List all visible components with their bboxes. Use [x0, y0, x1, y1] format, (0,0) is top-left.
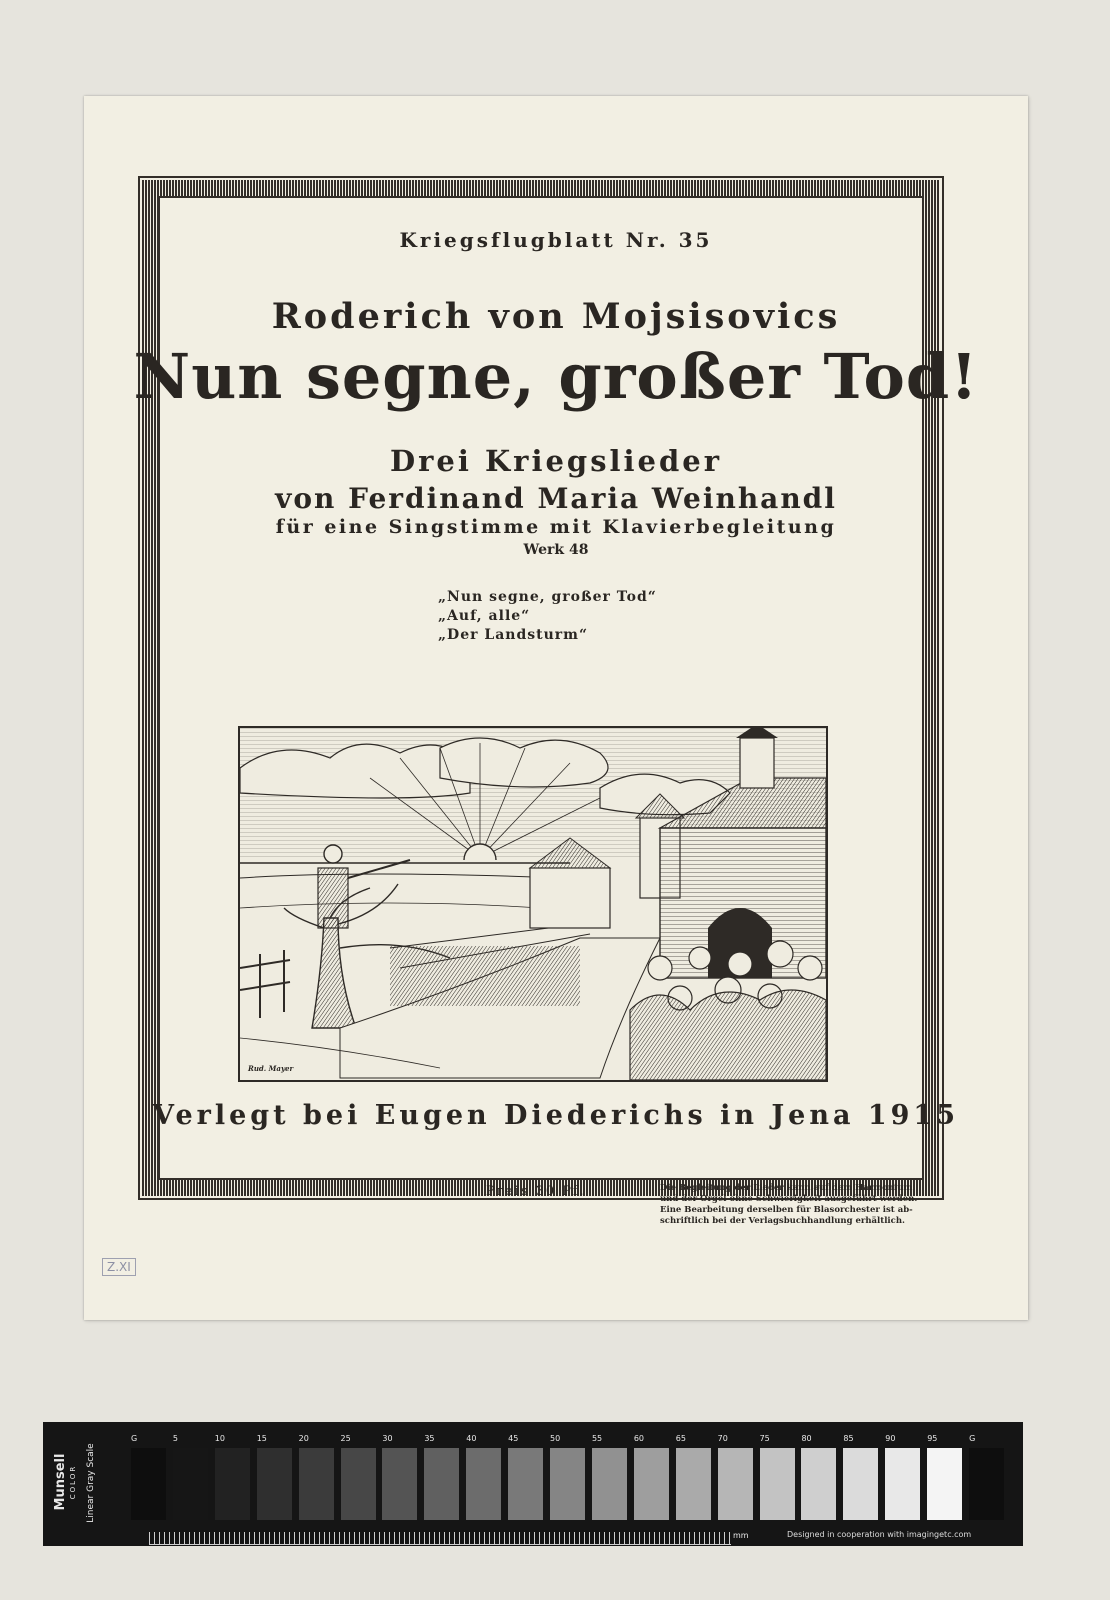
patch-label: 80	[801, 1434, 812, 1443]
patch-label: 5	[172, 1434, 178, 1443]
gray-patch	[927, 1448, 962, 1520]
gray-patch	[173, 1448, 208, 1520]
cover-illustration	[238, 726, 828, 1082]
song-title: „Der Landsturm“	[438, 627, 589, 643]
illustration-drawing	[240, 728, 826, 1080]
munsell-logo	[47, 1428, 87, 1540]
gray-patch	[382, 1448, 417, 1520]
note-line: schriftlich bei der Verlagsbuchhandlung erhältlich.	[660, 1216, 905, 1226]
archive-stamp: Z.XI	[102, 1258, 136, 1276]
gray-patch	[299, 1448, 334, 1520]
gray-patch	[550, 1448, 585, 1520]
patch-label: 95	[927, 1434, 938, 1443]
series-label: Kriegsflugblatt Nr. 35	[399, 228, 713, 252]
patch-label: 30	[382, 1434, 393, 1443]
gray-patch	[215, 1448, 250, 1520]
patch-label: 35	[424, 1434, 435, 1443]
subtitle-songs: Drei Kriegslieder	[389, 444, 723, 478]
gray-patch	[969, 1448, 1004, 1520]
main-title: Nun segne, großer Tod!	[133, 340, 979, 413]
patch-label: 70	[717, 1434, 728, 1443]
song-title: „Nun segne, großer Tod“	[438, 589, 657, 605]
accompaniment-note	[660, 1183, 922, 1227]
subtitle-instrumentation: für eine Singstimme mit Klavierbegleitung	[275, 516, 837, 538]
patch-label: G	[131, 1434, 138, 1443]
brand-name: Munsell	[53, 1453, 68, 1511]
gray-patch	[760, 1448, 795, 1520]
scale-name: Linear Gray Scale	[86, 1443, 96, 1523]
note-line: und der Orgel ohne Schwierigkeit ausgeführt werden.	[660, 1194, 918, 1204]
gray-patch	[801, 1448, 836, 1520]
gray-patch	[424, 1448, 459, 1520]
patch-label: 55	[591, 1434, 603, 1443]
document-sheet	[84, 96, 1028, 1320]
gray-patch	[885, 1448, 920, 1520]
gray-patch	[131, 1448, 166, 1520]
gray-patch	[634, 1448, 669, 1520]
subtitle-lyricist: von Ferdinand Maria Weinhandl	[275, 482, 837, 515]
gray-patch	[341, 1448, 376, 1520]
patch-label: 65	[675, 1434, 686, 1443]
patch-label: 50	[550, 1434, 561, 1443]
patch-label: 15	[256, 1434, 267, 1443]
ruler-unit: mm	[733, 1531, 749, 1540]
patch-label: 75	[759, 1434, 770, 1443]
patch-label: 10	[214, 1434, 225, 1443]
patch-label: 40	[466, 1434, 477, 1443]
gray-patch	[257, 1448, 292, 1520]
gray-scale-bar	[43, 1422, 1023, 1546]
opus-number: Werk 48	[523, 542, 589, 558]
credit-text: Designed in cooperation with imagingetc.com	[787, 1530, 972, 1539]
mm-ruler	[149, 1532, 731, 1545]
illustration-signature: Rud. Mayer	[248, 1064, 294, 1073]
gray-patch	[592, 1448, 627, 1520]
price-label: Preis 30 Pf.	[486, 1184, 586, 1199]
gray-patches	[131, 1434, 1011, 1528]
patch-label: 60	[633, 1434, 645, 1443]
composer-name: Roderich von Mojsisovics	[271, 296, 841, 337]
patch-label: 20	[298, 1434, 309, 1443]
gray-patch	[718, 1448, 753, 1520]
patch-label: 25	[340, 1434, 351, 1443]
song-list	[438, 588, 657, 645]
brand-sub: COLOR	[69, 1464, 77, 1500]
patch-label: 45	[508, 1434, 519, 1443]
publisher-line: Verlegt bei Eugen Diederichs in Jena 1915	[152, 1100, 960, 1131]
note-line: Die Begleitung der Lieder kann auf dem Harmonium	[660, 1183, 913, 1193]
patch-label: 85	[843, 1434, 854, 1443]
patch-label: 90	[885, 1434, 896, 1443]
patch-label: G	[969, 1434, 976, 1443]
gray-patch	[676, 1448, 711, 1520]
song-title: „Auf, alle“	[438, 608, 531, 624]
gray-patch	[466, 1448, 501, 1520]
gray-patch	[843, 1448, 878, 1520]
note-line: Eine Bearbeitung derselben für Blasorchester ist ab-	[660, 1205, 913, 1215]
gray-patch	[508, 1448, 543, 1520]
